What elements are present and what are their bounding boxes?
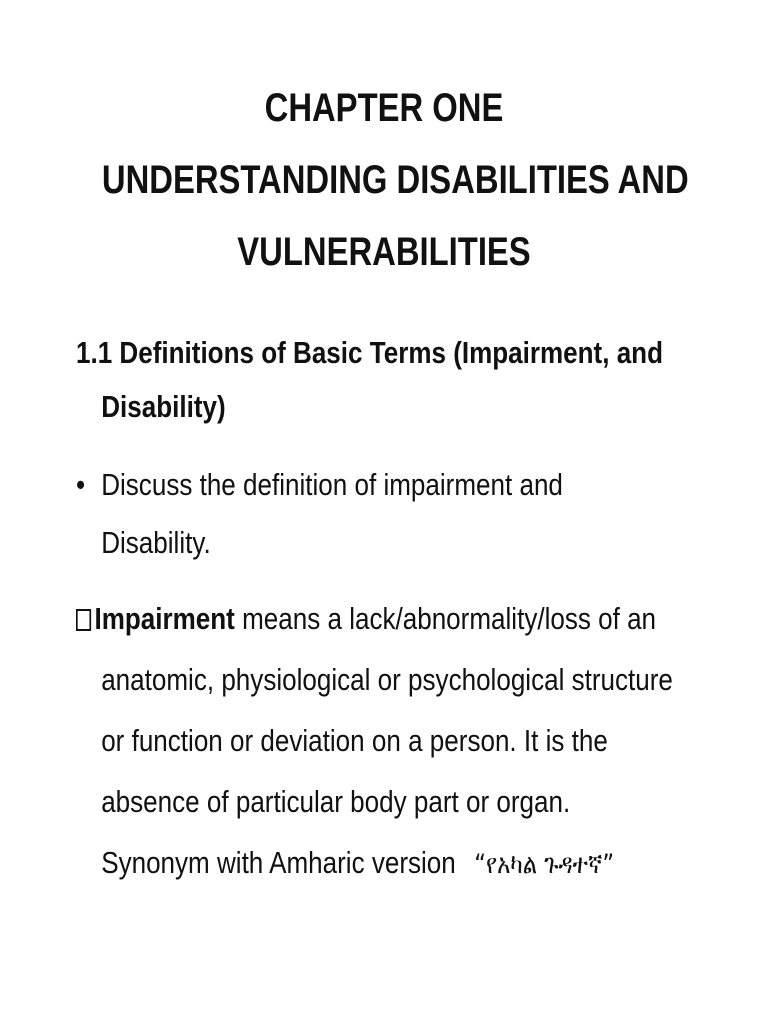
definition-line-2: anatomic, physiological or psychological structure bbox=[101, 662, 673, 697]
bullet-list-item bbox=[76, 456, 630, 572]
synonym-label: Synonym with Amharic version bbox=[101, 845, 456, 880]
title-line-understanding: UNDERSTANDING DISABILITIES AND bbox=[101, 158, 689, 202]
definition-term: Impairment bbox=[94, 601, 235, 636]
definition-line-1: means a lack/abnormality/loss of an bbox=[234, 601, 657, 636]
definition-line-3: or function or deviation on a person. It is the bbox=[101, 723, 608, 758]
section-heading bbox=[76, 326, 664, 434]
bullet-text-line-2: Disability. bbox=[101, 525, 211, 560]
definition-line-5 bbox=[76, 832, 647, 895]
title-line-vulnerabilities: VULNERABILITIES bbox=[237, 230, 531, 274]
page-title bbox=[101, 72, 689, 288]
bullet-text-line-1: Discuss the definition of impairment and bbox=[101, 467, 563, 502]
amharic-term: “የአካል ጉዳተኛ” bbox=[474, 849, 615, 880]
section-heading-line-1: 1.1 Definitions of Basic Terms (Impairment, and bbox=[76, 335, 664, 370]
definition-line-4: absence of particular body part or organ. bbox=[101, 784, 571, 819]
bullet-marker-icon: • bbox=[76, 467, 86, 502]
title-line-chapter: CHAPTER ONE bbox=[264, 86, 504, 130]
section-heading-line-2: Disability) bbox=[101, 389, 226, 424]
checkbox-bullet-icon bbox=[76, 609, 91, 631]
definition-item bbox=[76, 588, 673, 895]
